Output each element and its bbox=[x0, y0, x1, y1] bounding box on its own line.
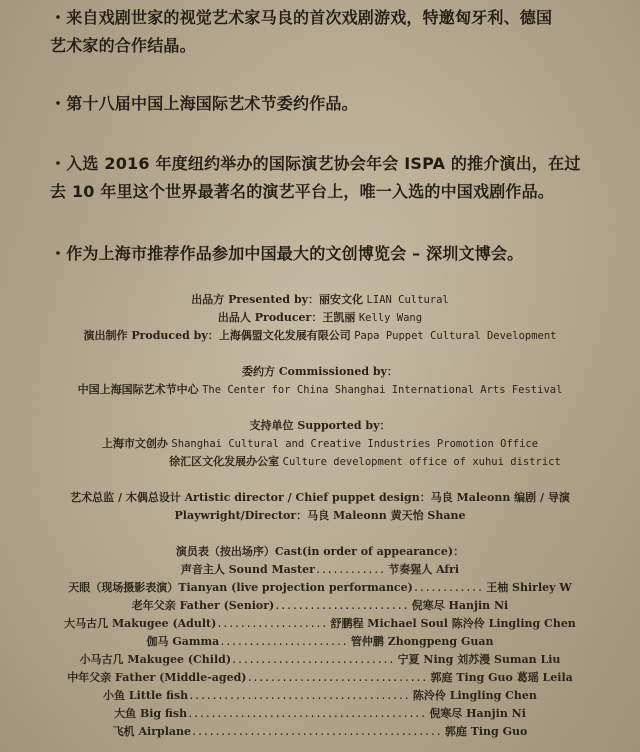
highlight-item bbox=[50, 4, 552, 60]
cast-leader-dots: ............ bbox=[314, 564, 385, 576]
cast-row bbox=[0, 688, 640, 704]
production-name: Papa Puppet Cultural Development bbox=[354, 330, 557, 342]
cast-role: 声音主人 Sound Master bbox=[180, 563, 315, 576]
cast-leader-dots: ............ bbox=[412, 582, 483, 594]
cast-role: 飞机 Airplane bbox=[112, 725, 192, 738]
supporter-2-en: Culture development office of xuhui district bbox=[282, 456, 561, 468]
cast-actor: 王柚 Shirley W bbox=[486, 581, 572, 594]
cast-role: 小鱼 Little fish bbox=[103, 689, 189, 702]
commissioned-org-zh: 中国上海国际艺术节中心 bbox=[77, 383, 199, 396]
supported-label: 支持单位 Supported by： bbox=[249, 419, 391, 432]
cast-actor: 陈泠伶 Lingling Chen bbox=[412, 689, 537, 702]
production-line bbox=[0, 328, 640, 344]
supporter-2-zh: 徐汇区文化发展办公室 bbox=[169, 455, 280, 468]
production-label: 演出制作 Produced by：上海偶盟文化发展有限公司 bbox=[83, 329, 351, 342]
cast-leader-dots: ................... bbox=[216, 618, 327, 630]
commissioned-org-en: The Center for China Shanghai International Arts Festival bbox=[202, 384, 563, 396]
presented-by-line bbox=[0, 292, 640, 308]
cast-role: 大鱼 Big fish bbox=[114, 707, 188, 720]
cast-row bbox=[0, 652, 640, 668]
presented-by-name: LIAN Cultural bbox=[366, 294, 449, 306]
highlight-line: ・入选 2016 年度纽约举办的国际演艺协会年会 ISPA 的推介演出，在过 bbox=[50, 154, 581, 173]
highlight-line: 去 10 年里这个世界最著名的演艺平台上，唯一入选的中国戏剧作品。 bbox=[50, 182, 555, 201]
commissioned-label: 委约方 Commissioned by： bbox=[242, 365, 398, 378]
cast-row bbox=[0, 598, 640, 614]
supported-line-1 bbox=[0, 436, 640, 452]
highlight-line: ・来自戏剧世家的视觉艺术家马良的首次戏剧游戏，特邀匈牙利、德国 bbox=[50, 8, 553, 27]
cast-actor: 郭庭 Ting Guo bbox=[444, 725, 528, 738]
cast-role: 大马古几 Makugee (Adult) bbox=[64, 617, 217, 630]
highlight-item bbox=[50, 150, 581, 206]
director-line-2: Playwright/Director：马良 Maleonn 黄天怡 Shane bbox=[174, 509, 466, 522]
cast-role: 天眼（现场摄影表演）Tianyan (live projection performance) bbox=[68, 581, 413, 594]
producer-name: Kelly Wang bbox=[358, 312, 423, 324]
cast-leader-dots: ............................ bbox=[231, 654, 395, 666]
producer-label: 出品人 Producer：王凯丽 bbox=[217, 311, 356, 324]
highlight-line: ・作为上海市推荐作品参加中国最大的文创博览会 – 深圳文博会。 bbox=[50, 244, 524, 263]
commissioned-line bbox=[0, 382, 640, 398]
cast-leader-dots: ............................... bbox=[246, 672, 427, 684]
cast-actor: 倪寒尽 Hanjin Ni bbox=[411, 599, 509, 612]
cast-role: 小马古几 Makugee (Child) bbox=[79, 653, 232, 666]
presented-by-label: 出品方 Presented by：丽安文化 bbox=[191, 293, 364, 306]
supported-heading bbox=[0, 418, 640, 434]
cast-row bbox=[0, 580, 640, 596]
highlight-item bbox=[50, 240, 523, 268]
cast-row bbox=[0, 562, 640, 578]
cast-leader-dots: ........................................... bbox=[191, 726, 442, 738]
cast-role: 老年父亲 Father (Senior) bbox=[131, 599, 275, 612]
cast-actor: 宁夏 Ning 刘苏漫 Suman Liu bbox=[397, 653, 561, 666]
cast-leader-dots: ......................................... bbox=[187, 708, 426, 720]
highlight-line: ・第十八届中国上海国际艺术节委约作品。 bbox=[50, 94, 358, 113]
cast-leader-dots: ...................................... bbox=[188, 690, 410, 702]
cast-actor: 倪寒尽 Hanjin Ni bbox=[429, 707, 526, 720]
cast-leader-dots: ...................... bbox=[219, 636, 348, 648]
supported-line-2 bbox=[0, 454, 640, 470]
commissioned-heading bbox=[0, 364, 640, 380]
highlight-line: 艺术家的合作结晶。 bbox=[50, 36, 196, 55]
supporter-1-en: Shanghai Cultural and Creative Industries Promotion Office bbox=[171, 438, 539, 450]
cast-leader-dots: ....................... bbox=[274, 600, 409, 612]
cast-row bbox=[0, 634, 640, 650]
cast-role: 中年父亲 Father (Middle-aged) bbox=[67, 671, 247, 684]
director-line-1: 艺术总监 / 木偶总设计 Artistic director / Chief puppet design：马良 Maleonn 编剧 / 导演 bbox=[70, 491, 570, 504]
producer-line bbox=[0, 310, 640, 326]
cast-row bbox=[0, 616, 640, 632]
highlight-item bbox=[50, 90, 358, 118]
cast-actor: 管仲鹏 Zhongpeng Guan bbox=[350, 635, 494, 648]
cast-row bbox=[0, 670, 640, 686]
cast-row bbox=[0, 724, 640, 740]
supporter-1-zh: 上海市文创办 bbox=[101, 437, 168, 450]
cast-actor: 舒鹏程 Michael Soul 陈泠伶 Lingling Chen bbox=[330, 617, 576, 630]
cast-role: 伽马 Gamma bbox=[146, 635, 220, 648]
cast-actor: 节奏猩人 Afri bbox=[388, 563, 460, 576]
cast-heading: 演员表（按出场序）Cast(in order of appearance)： bbox=[175, 545, 465, 558]
cast-actor: 郭庭 Ting Guo 葛瑶 Leila bbox=[430, 671, 573, 684]
cast-row bbox=[0, 706, 640, 722]
